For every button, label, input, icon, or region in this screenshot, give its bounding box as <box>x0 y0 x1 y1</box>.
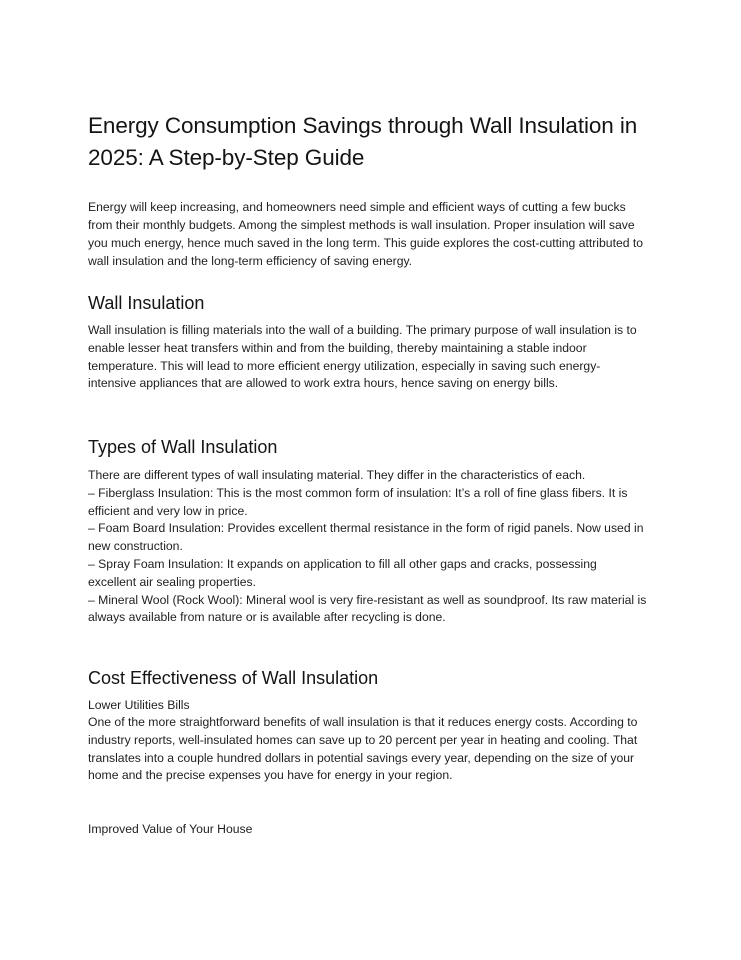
page-title: Energy Consumption Savings through Wall Insulation in 2025: A Step-by-Step Guide <box>88 113 638 170</box>
list-item-mineral-wool: – Mineral Wool (Rock Wool): Mineral wool is very fire-resistant as well as soundproof. Its raw material is always available from nature or is available after recycling is done. <box>88 592 647 625</box>
intro-paragraph: Energy will keep increasing, and homeowners need simple and efficient ways of cutting a few bucks from their monthly budgets. Among the simplest methods is wall insulation. Proper insulation will save you much energy, hence much saved in the long term. This guide explores the cost-cutting attributed to wall insulation and the long-term efficiency of saving energy. <box>88 200 644 268</box>
subheading-improved-value: Improved Value of Your House <box>88 822 253 836</box>
section-heading-wall-insulation: Wall Insulation <box>88 293 205 313</box>
cost-paragraph: One of the more straightforward benefits of wall insulation is that it reduces energy costs. According to industry reports, well-insulated homes can save up to 20 percent per year in heating and cooling. That translates into a couple hundred dollars in potential savings every year, depending on the size of your home and the precise expenses you have for energy in your region. <box>88 715 638 783</box>
types-lead: There are different types of wall insulating material. They differ in the characteristics of each. <box>88 468 586 482</box>
wall-insulation-paragraph: Wall insulation is filling materials into the wall of a building. The primary purpose of wall insulation is to enable lesser heat transfers within and from the building, thereby maintaining a stable indoor temperature. This will lead to more efficient energy utilization, especially in saving such energy-intensive appliances that are allowed to work extra hours, hence saving on energy bills. <box>88 323 637 391</box>
subheading-lower-utilities-bills: Lower Utilities Bills <box>88 698 190 712</box>
types-list <box>88 467 648 627</box>
list-item-spray-foam: – Spray Foam Insulation: It expands on application to fill all other gaps and cracks, possessing excellent air sealing properties. <box>88 556 597 589</box>
list-item-fiberglass: – Fiberglass Insulation: This is the most common form of insulation: It’s a roll of fine glass fibers. It is efficient and very low in price. <box>88 485 628 518</box>
list-item-foam-board: – Foam Board Insulation: Provides excellent thermal resistance in the form of rigid panels. Now used in new construction. <box>88 521 644 554</box>
section-heading-types: Types of Wall Insulation <box>88 437 278 457</box>
document-page <box>88 110 650 836</box>
section-heading-cost: Cost Effectiveness of Wall Insulation <box>88 668 379 688</box>
